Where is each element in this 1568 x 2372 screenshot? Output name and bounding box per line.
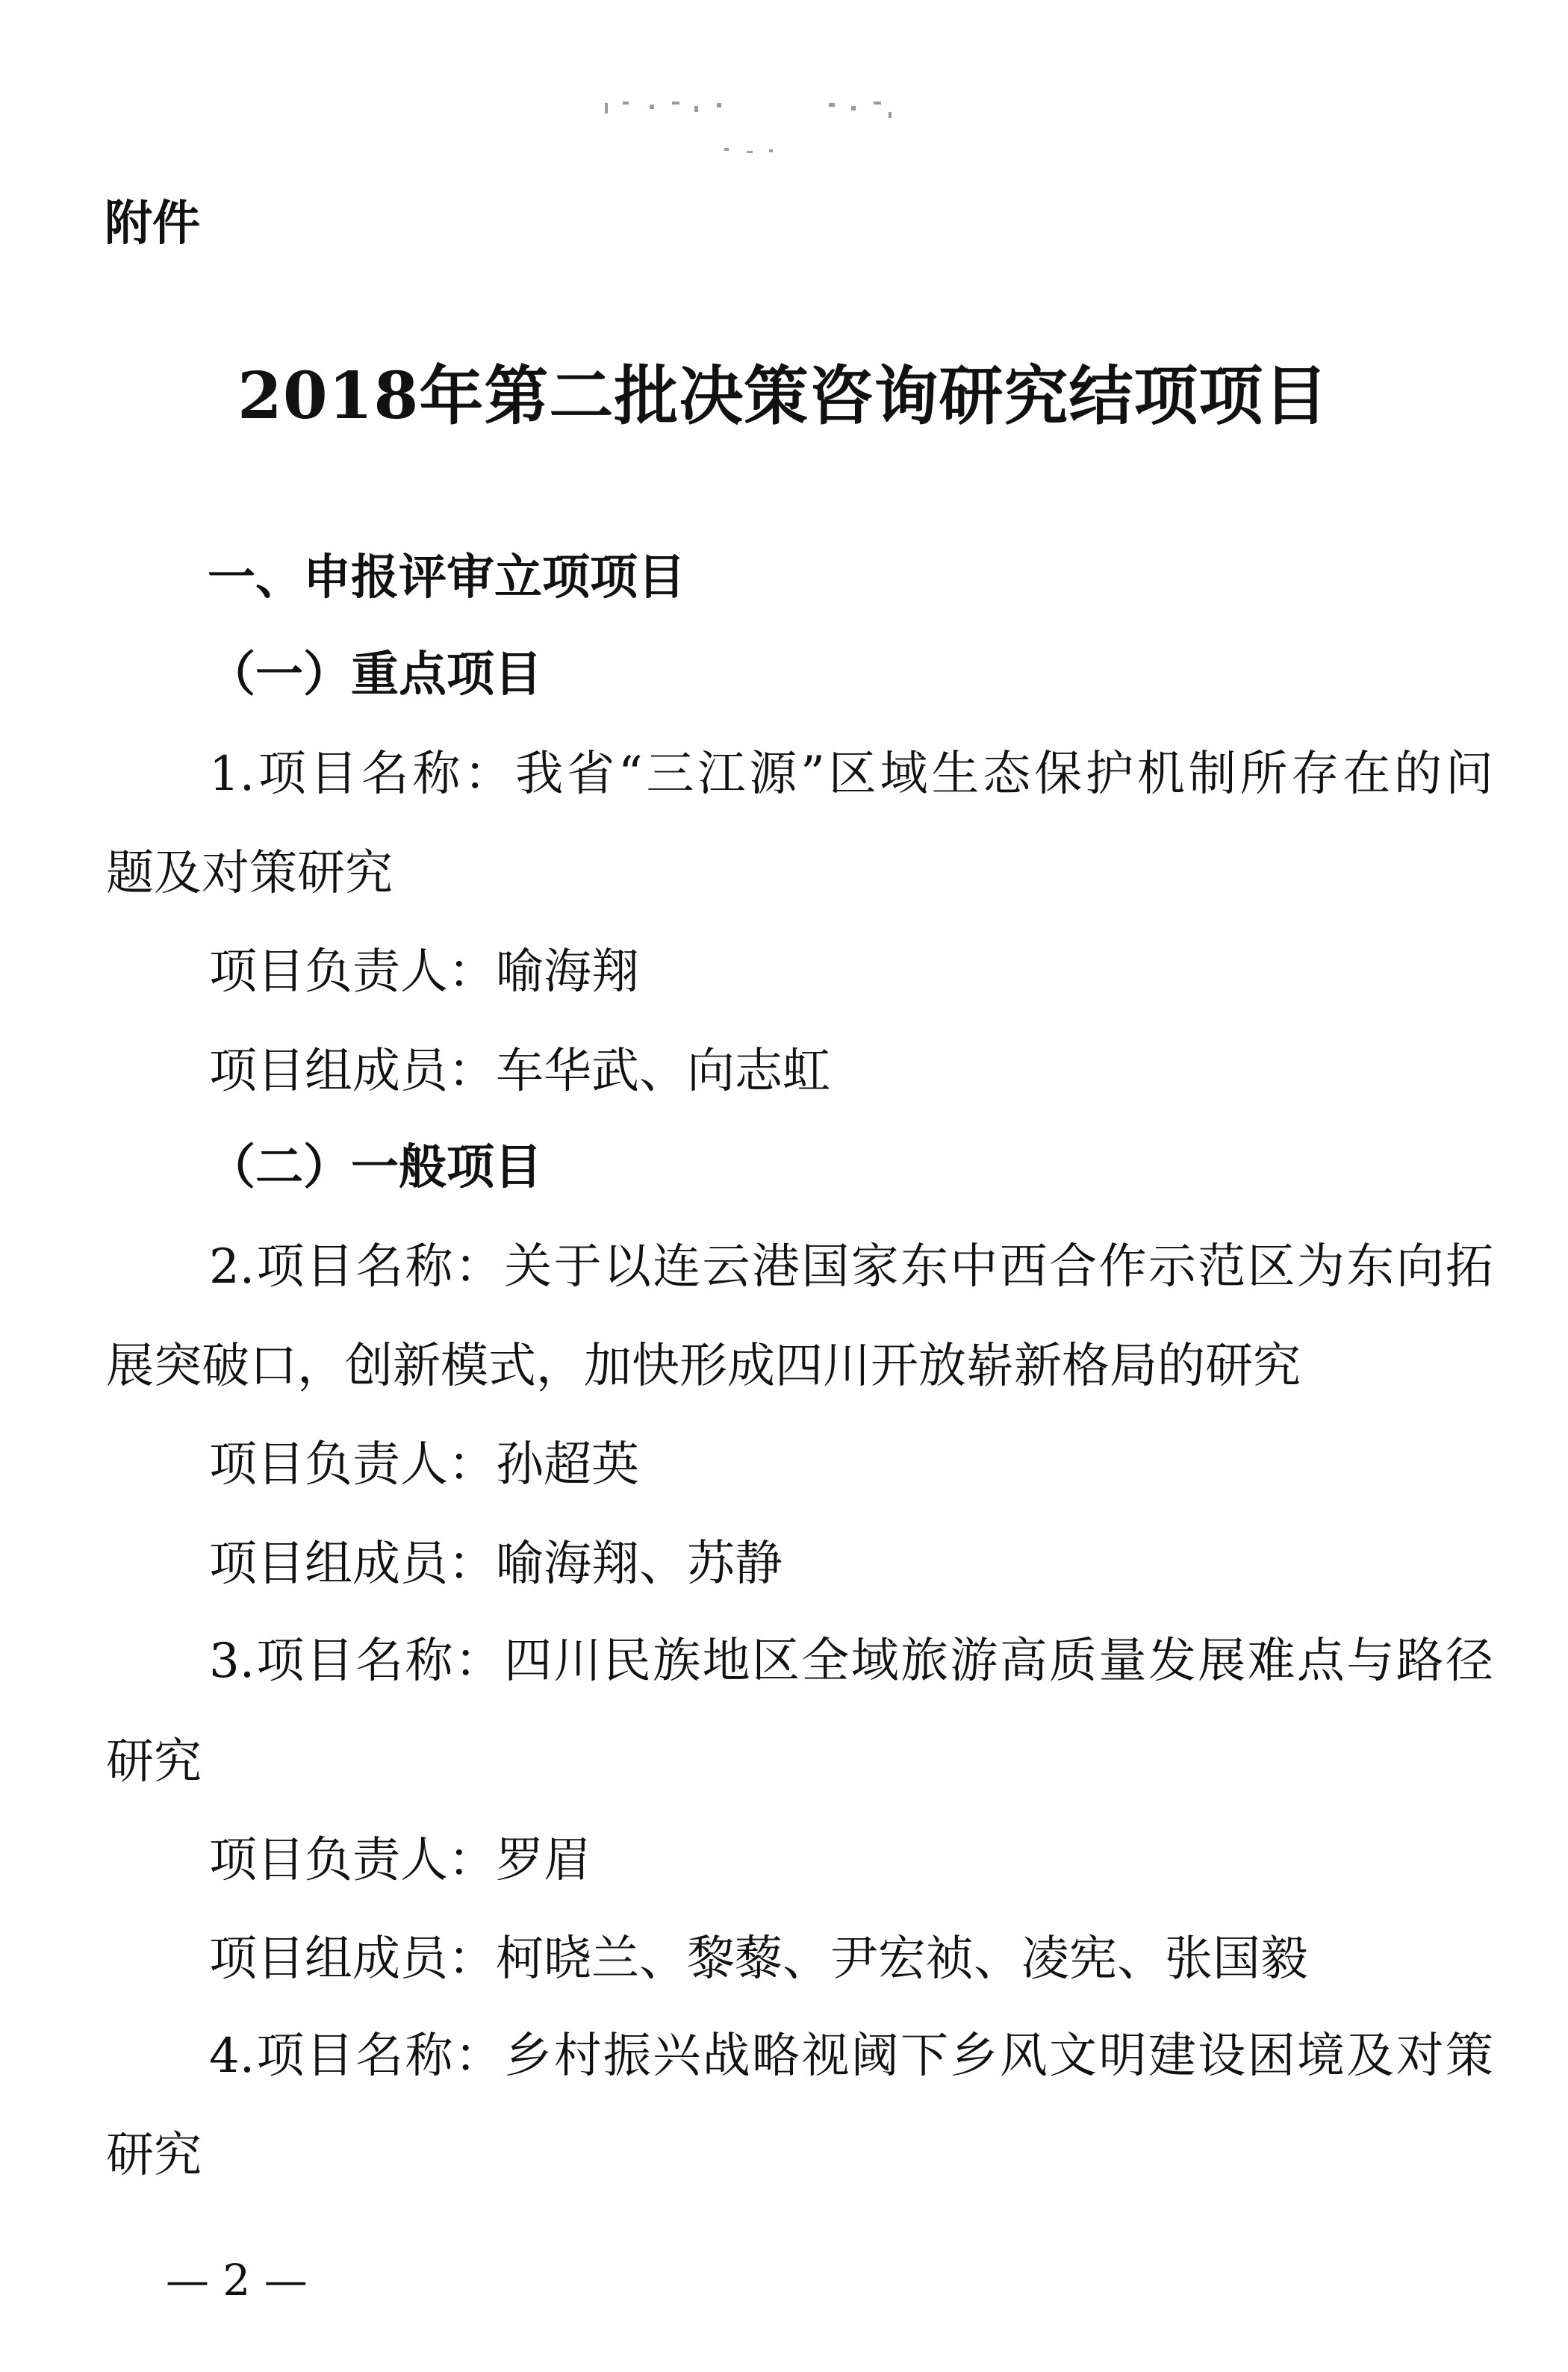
project-name-line: 4.项目名称：乡村振兴战略视阈下乡风文明建设困境及对策 (209, 2029, 1493, 2084)
project-2-members: 项目组成员：喻海翔、苏静 (209, 1537, 783, 1592)
project-2-name-continued: 展突破口，创新模式，加快形成四川开放崭新格局的研究 (106, 1339, 1301, 1394)
page-number: — 2 — (166, 2255, 308, 2306)
project-3-name (209, 1634, 1493, 1689)
project-4-name-continued: 研究 (106, 2128, 202, 2183)
project-1-leader: 项目负责人：喻海翔 (209, 944, 639, 1000)
project-1-members: 项目组成员：车华武、向志虹 (209, 1044, 830, 1099)
project-name-line: 1.项目名称：我省“三江源”区域生态保护机制所存在的问 (209, 747, 1493, 802)
document-title: 2018年第二批决策咨询研究结项项目 (237, 358, 1329, 434)
section-heading: 一、申报评审立项项目 (208, 550, 685, 606)
project-name-line: 3.项目名称：四川民族地区全域旅游高质量发展难点与路径 (209, 1634, 1493, 1689)
project-1-name (209, 747, 1493, 802)
project-4-name (209, 2029, 1493, 2084)
project-3-members: 项目组成员：柯晓兰、黎藜、尹宏祯、凌宪、张国毅 (209, 1931, 1308, 1987)
scan-noise-mark (605, 96, 918, 163)
attachment-label: 附件 (105, 196, 200, 252)
project-2-name (209, 1239, 1493, 1295)
project-3-leader: 项目负责人：罗眉 (209, 1833, 591, 1888)
subsection-general-projects: （二）一般项目 (208, 1140, 542, 1195)
subsection-key-projects: （一）重点项目 (208, 647, 542, 703)
project-1-name-continued: 题及对策研究 (106, 846, 393, 901)
project-name-line: 2.项目名称：关于以连云港国家东中西合作示范区为东向拓 (209, 1239, 1493, 1295)
project-2-leader: 项目负责人：孙超英 (209, 1437, 639, 1492)
project-3-name-continued: 研究 (106, 1734, 202, 1790)
